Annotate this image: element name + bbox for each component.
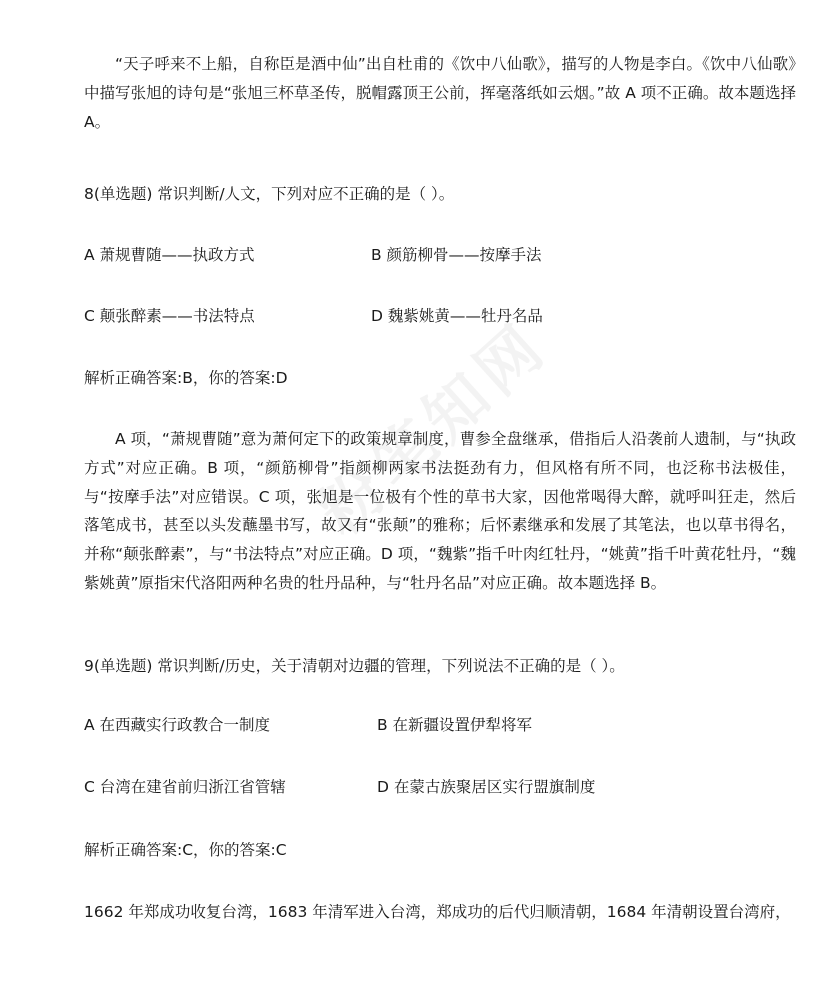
- q8-option-a: A 萧规曹随——执政方式: [84, 246, 255, 264]
- intro-explanation: “天子呼来不上船，自称臣是酒中仙”出自杜甫的《饮中八仙歌》，描写的人物是李白。《饮中八仙歌》中描写张旭的诗句是“张旭三杯草圣传，脱帽露顶王公前，挥毫落纸如云烟。”故 A 项不正确。故本题选择 A。: [84, 55, 796, 131]
- q8-option-b: B 颜筋柳骨——按摩手法: [371, 246, 542, 264]
- q9-explanation: 1662 年郑成功收复台湾，1683 年清军进入台湾，郑成功的后代归顺清朝，1684 年清朝设置台湾府，: [84, 903, 791, 921]
- q9-option-a: A 在西藏实行政教合一制度: [84, 716, 271, 734]
- q8-option-d: D 魏紫姚黄——牡丹名品: [371, 307, 543, 325]
- q9-option-c: C 台湾在建省前归浙江省管辖: [84, 778, 286, 796]
- q9-stem: 9(单选题) 常识判断/历史，关于清朝对边疆的管理，下列说法不正确的是（ ）。: [84, 657, 625, 675]
- q8-answer: 解析正确答案:B，你的答案:D: [84, 369, 288, 387]
- q8-explanation: A 项，“萧规曹随”意为萧何定下的政策规章制度，曹参全盘继承，借指后人沿袭前人遗制，与“执政方式”对应正确。B 项，“颜筋柳骨”指颜柳两家书法挺劲有力，但风格有所不同，也泛称书法极佳，与“按摩手法”对应错误。C 项，张旭是一位极有个性的草书大家，因他常喝得大醉，就呼叫狂走，然后落笔成书，甚至以头发蘸墨书写，故又有“张颠”的雅称；后怀素继承和发展了其笔法，也以草书得名，并称“颠张醉素”，与“书法特点”对应正确。D 项，“魏紫”指千叶肉红牡丹，“姚黄”指千叶黄花牡丹，“魏紫姚黄”原指宋代洛阳两种名贵的牡丹品种，与“牡丹名品”对应正确。故本题选择 B。: [84, 430, 796, 592]
- q9-option-d: D 在蒙古族聚居区实行盟旗制度: [377, 778, 596, 796]
- q8-option-c: C 颠张醉素——书法特点: [84, 307, 255, 325]
- q8-stem: 8(单选题) 常识判断/人文，下列对应不正确的是（ ）。: [84, 185, 455, 203]
- q9-answer: 解析正确答案:C，你的答案:C: [84, 841, 287, 859]
- q9-option-b: B 在新疆设置伊犁将军: [377, 716, 533, 734]
